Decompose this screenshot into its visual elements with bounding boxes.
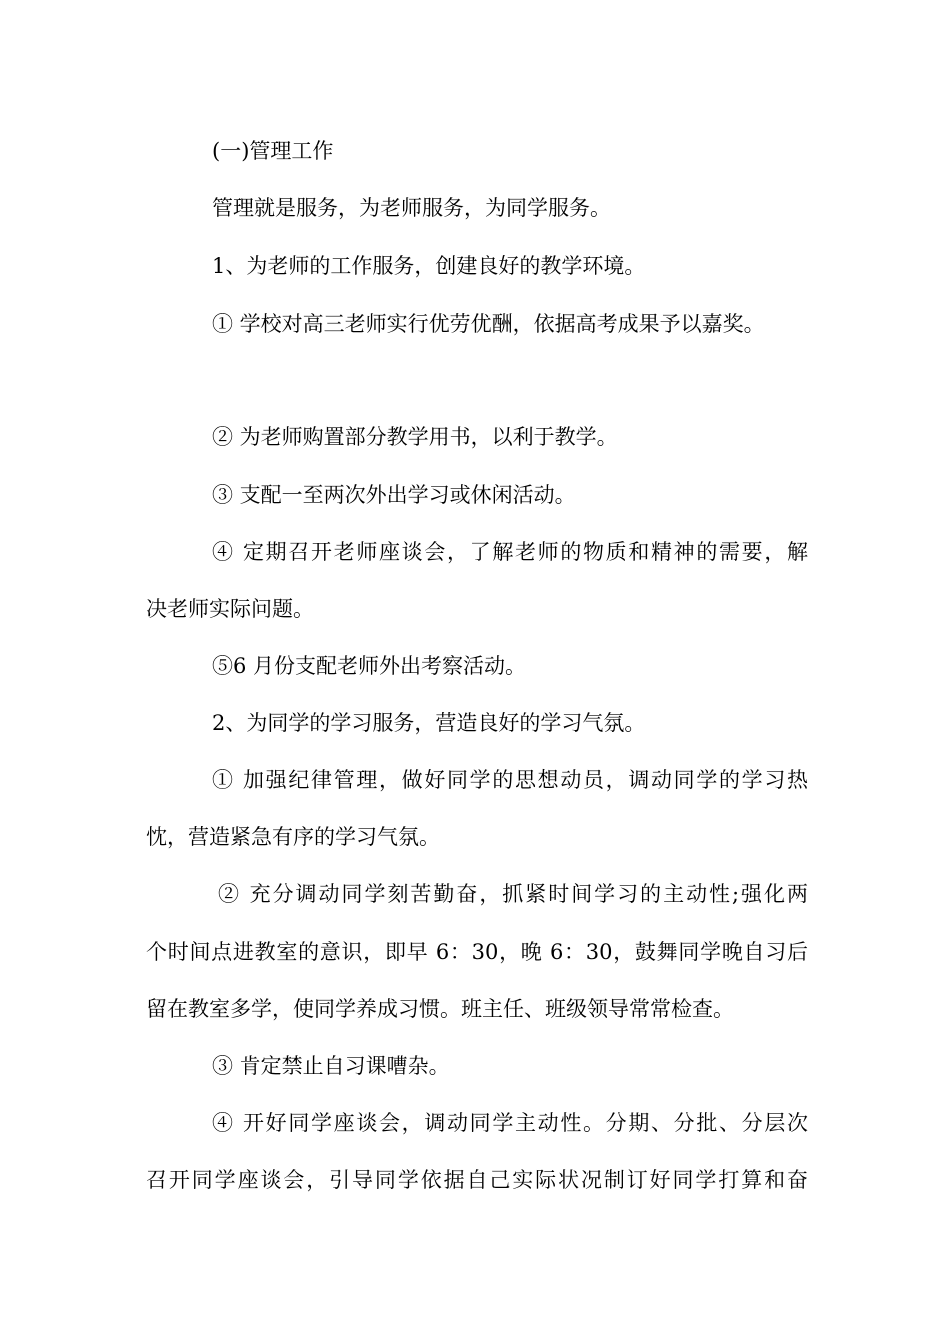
paragraph-line: ④ 开好同学座谈会，调动同学主动性。分期、分批、分层次 — [212, 1111, 808, 1135]
paragraph-line: 管理就是服务，为老师服务，为同学服务。 — [212, 196, 611, 220]
paragraph-line: 决老师实际问题。 — [146, 597, 314, 621]
paragraph-line: ② 为老师购置部分教学用书，以利于教学。 — [212, 425, 618, 449]
paragraph-line: ④ 定期召开老师座谈会，了解老师的物质和精神的需要，解 — [212, 540, 808, 564]
paragraph-line: 召开同学座谈会，引导同学依据自己实际状况制订好同学打算和奋 — [146, 1168, 808, 1192]
paragraph-line: 留在教室多学，使同学养成习惯。班主任、班级领导常常检查。 — [146, 997, 734, 1021]
paragraph-line: ⑤6 月份支配老师外出考察活动。 — [212, 654, 527, 678]
paragraph-line: ③ 支配一至两次外出学习或休闲活动。 — [212, 483, 576, 507]
paragraph-line: 忱，营造紧急有序的学习气氛。 — [146, 825, 440, 849]
paragraph-line: ① 学校对高三老师实行优劳优酬，依据高考成果予以嘉奖。 — [212, 312, 765, 336]
paragraph-line: ① 加强纪律管理，做好同学的思想动员，调动同学的学习热 — [212, 768, 808, 792]
paragraph-line: 1、为老师的工作服务，创建良好的教学环境。 — [212, 254, 646, 278]
paragraph-line: 个时间点进教室的意识，即早 6：30，晚 6：30，鼓舞同学晚自习后 — [146, 940, 808, 964]
paragraph-line: ③ 肯定禁止自习课嘈杂。 — [212, 1054, 450, 1078]
section-heading: (一)管理工作 — [212, 139, 334, 163]
paragraph-line: 2、为同学的学习服务，营造良好的学习气氛。 — [212, 711, 646, 735]
paragraph-line: ② 充分调动同学刻苦勤奋，抓紧时间学习的主动性;强化两 — [218, 882, 808, 906]
